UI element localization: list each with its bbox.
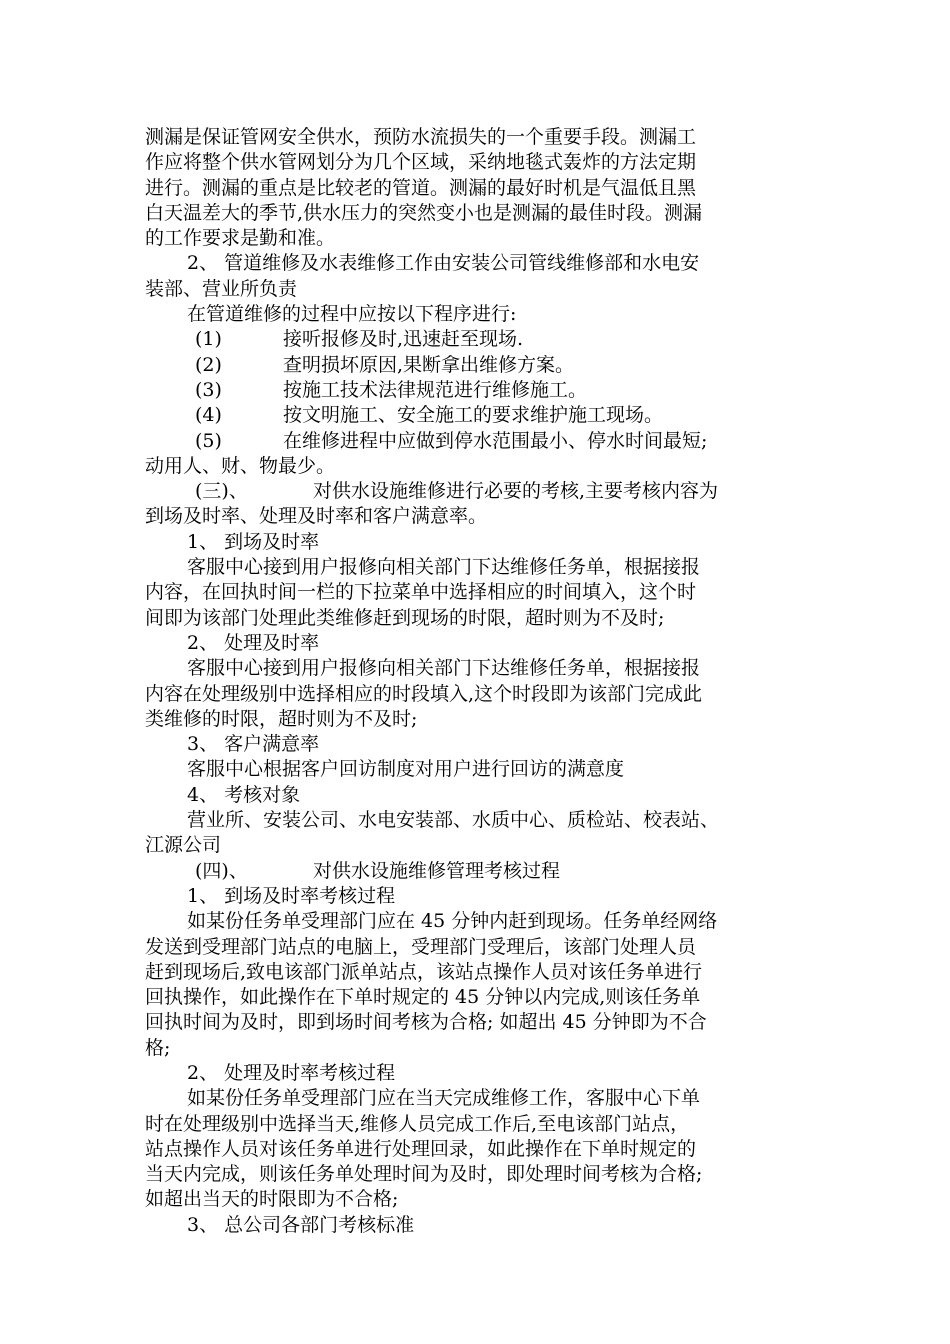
paragraph-line: 赶到现场后,致电该部门派单站点，该站点操作人员对该任务单进行: [145, 960, 703, 983]
paragraph-line: 的工作要求是勤和准。: [145, 227, 336, 250]
paragraph-line: 时在处理级别中选择当天,维修人员完成工作后,至电该部门站点，: [145, 1112, 690, 1135]
item-text: 在维修进程中应做到停水范围最小、停水时间最短;: [283, 429, 708, 452]
procedure-item: [145, 429, 825, 454]
paragraph-line: 装部、营业所负责: [145, 277, 298, 300]
section-text: 对供水设施维修管理考核过程: [313, 859, 561, 882]
numbered-heading: 2、 处理及时率考核过程: [187, 1061, 396, 1084]
paragraph-line: 动用人、财、物最少。: [145, 454, 336, 477]
procedure-item: [145, 353, 825, 378]
paragraph-line: 到场及时率、处理及时率和客户满意率。: [145, 505, 488, 528]
section-text: 对供水设施维修进行必要的考核,主要考核内容为: [313, 480, 719, 503]
paragraph-line: 江源公司: [145, 834, 222, 857]
procedure-item: [145, 327, 825, 352]
paragraph-line: 内容，在回执时间一栏的下拉菜单中选择相应的时间填入，这个时: [145, 581, 697, 604]
numbered-heading: 3、 客户满意率: [187, 733, 320, 756]
paragraph-line: 在管道维修的过程中应按以下程序进行:: [187, 303, 517, 326]
paragraph-line: 站点操作人员对该任务单进行处理回录，如此操作在下单时规定的: [145, 1137, 697, 1160]
item-text: 按施工技术法律规范进行维修施工。: [283, 378, 588, 401]
paragraph-line: 格;: [145, 1036, 171, 1059]
numbered-heading: 3、 总公司各部门考核标准: [187, 1213, 415, 1236]
paragraph-line: 进行。测漏的重点是比较老的管道。测漏的最好时机是气温低且黑: [145, 176, 697, 199]
paragraph-line: 客服中心接到用户报修向相关部门下达维修任务单，根据接报: [187, 657, 701, 680]
item-text: 接听报修及时,迅速赶至现场.: [283, 328, 524, 351]
paragraph-line: 当天内完成，则该任务单处理时间为及时，即处理时间考核为合格;: [145, 1163, 703, 1186]
item-text: 按文明施工、安全施工的要求维护施工现场。: [283, 404, 664, 427]
numbered-heading: 1、 到场及时率: [187, 530, 320, 553]
paragraph-line: 间即为该部门处理此类维修赶到现场的时限，超时则为不及时;: [145, 606, 665, 629]
numbered-heading: 1、 到场及时率考核过程: [187, 884, 396, 907]
paragraph-line: 作应将整个供水管网划分为几个区域，采纳地毯式轰炸的方法定期: [145, 151, 697, 174]
section-heading: [145, 859, 825, 884]
document-body: [145, 125, 825, 1238]
paragraph-line: 白天温差大的季节,供水压力的突然变小也是测漏的最佳时段。测漏: [145, 201, 703, 224]
procedure-item: [145, 378, 825, 403]
numbered-heading: 2、 处理及时率: [187, 631, 320, 654]
paragraph-line: 内容在处理级别中选择相应的时段填入,这个时段即为该部门完成此: [145, 682, 703, 705]
item-text: 查明损坏原因,果断拿出维修方案。: [283, 353, 575, 376]
paragraph-line: 类维修的时限，超时则为不及时;: [145, 707, 418, 730]
procedure-item: [145, 403, 825, 428]
item-number: (2): [195, 353, 222, 376]
paragraph-line: 发送到受理部门站点的电脑上，受理部门受理后，该部门处理人员: [145, 935, 697, 958]
section-number: (三)、: [195, 480, 248, 503]
item-number: (4): [195, 404, 222, 427]
item-number: (5): [195, 429, 222, 452]
numbered-heading: 2、 管道维修及水表维修工作由安装公司管线维修部和水电安: [187, 252, 700, 275]
paragraph-line: 客服中心根据客户回访制度对用户进行回访的满意度: [187, 758, 625, 781]
paragraph-line: 回执操作，如此操作在下单时规定的 45 分钟以内完成,则该任务单: [145, 986, 701, 1009]
paragraph-line: 营业所、安装公司、水电安装部、水质中心、质检站、校表站、: [187, 809, 720, 832]
paragraph-line: 如超出当天的时限即为不合格;: [145, 1188, 399, 1211]
section-heading: [145, 479, 825, 504]
item-number: (1): [195, 328, 222, 351]
paragraph-line: 如某份任务单受理部门应在 45 分钟内赶到现场。任务单经网络: [187, 910, 718, 933]
numbered-heading: 4、 考核对象: [187, 783, 301, 806]
paragraph-line: 如某份任务单受理部门应在当天完成维修工作，客服中心下单: [187, 1087, 701, 1110]
paragraph-line: 测漏是保证管网安全供水，预防水流损失的一个重要手段。测漏工: [145, 126, 697, 148]
paragraph-line: 回执时间为及时，即到场时间考核为合格; 如超出 45 分钟即为不合: [145, 1011, 707, 1034]
section-number: (四)、: [195, 859, 248, 882]
item-number: (3): [195, 378, 222, 401]
paragraph-line: 客服中心接到用户报修向相关部门下达维修任务单，根据接报: [187, 556, 701, 579]
